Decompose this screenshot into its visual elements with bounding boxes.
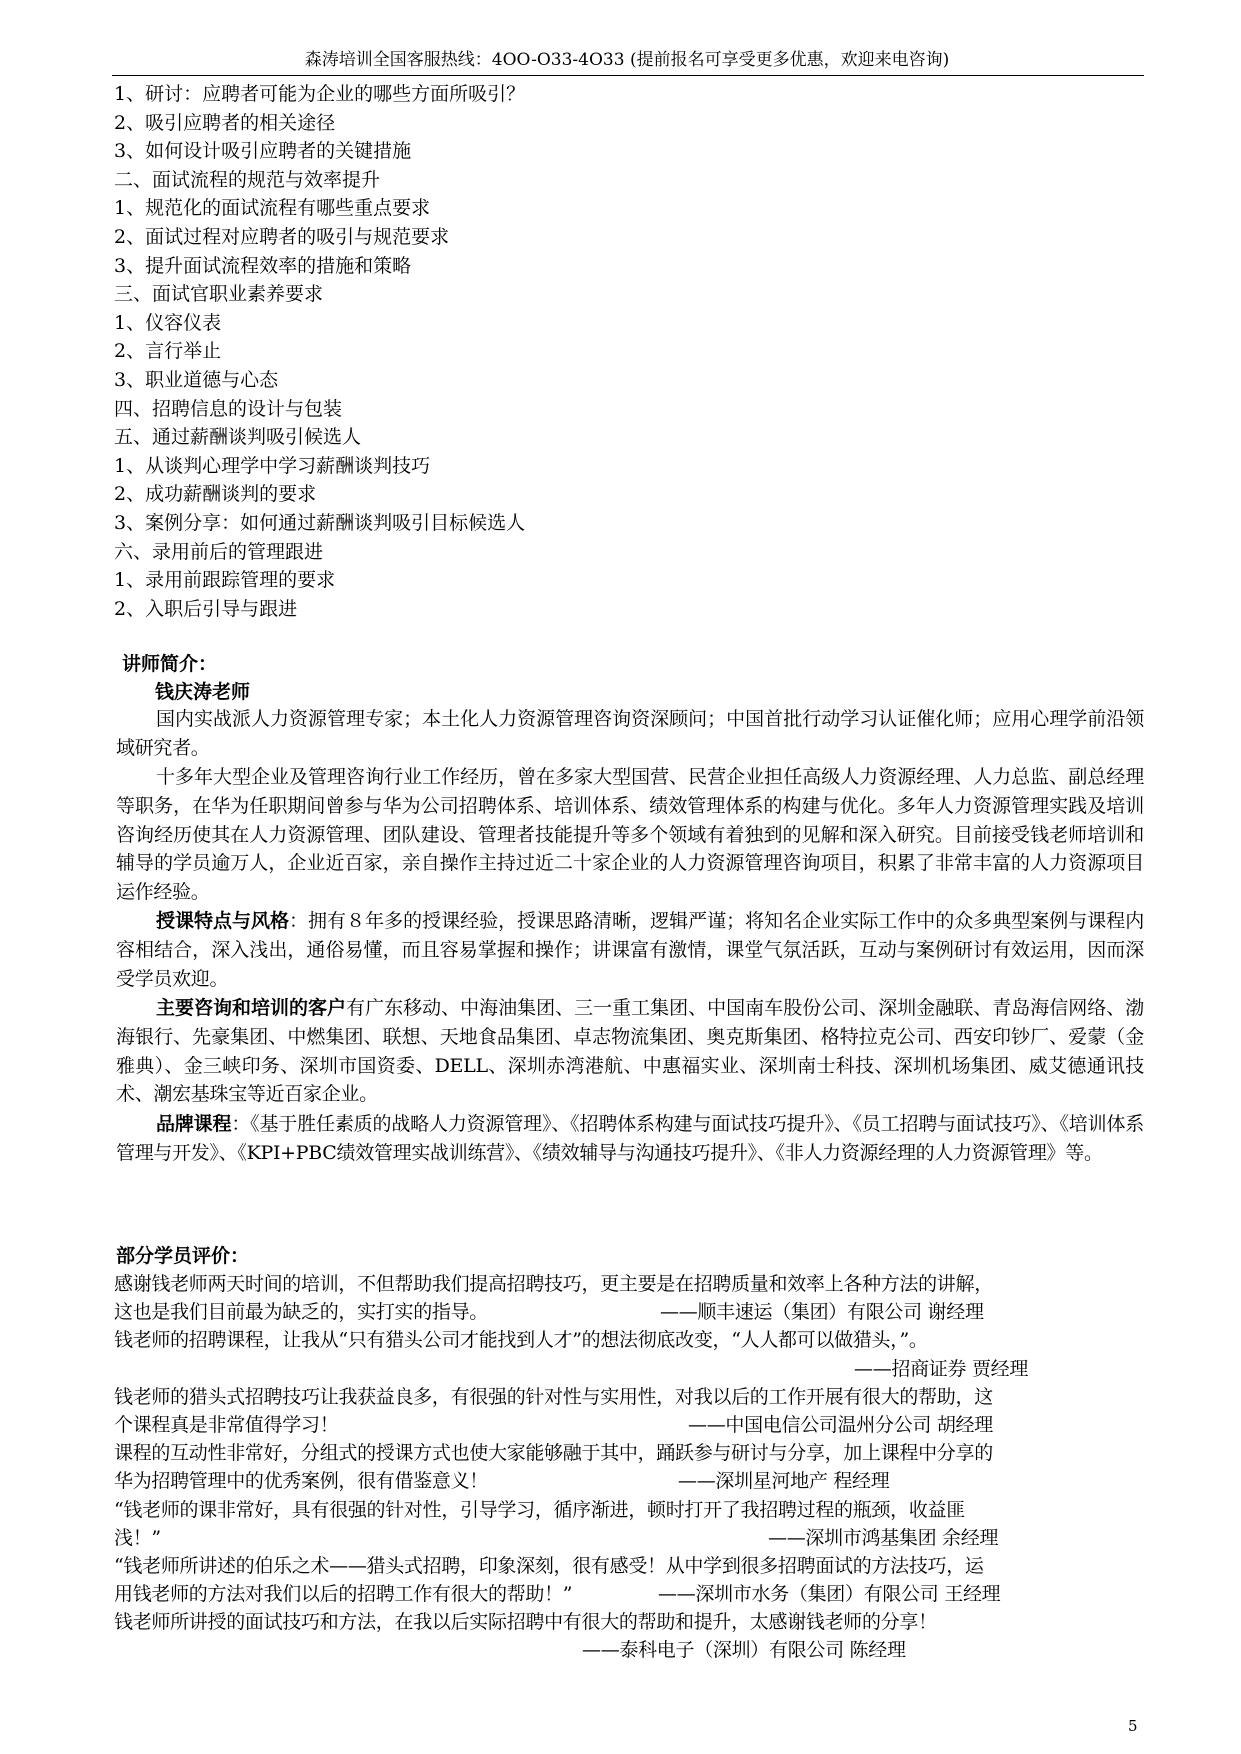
review-line: [114, 1355, 1144, 1383]
outline-item: 3、案例分享：如何通过薪酬谈判吸引目标候选人: [114, 511, 526, 534]
review-signature: ——泰科电子（深圳）有限公司 陈经理: [582, 1639, 906, 1662]
review-text: 感谢钱老师两天时间的培训，不但帮助我们提高招聘技巧，更主要是在招聘质量和效率上各种方法的讲解，: [114, 1273, 993, 1295]
outline-item: 3、如何设计吸引应聘者的关键措施: [114, 140, 412, 163]
review-signature: ——深圳市鸿基集团 余经理: [768, 1526, 999, 1549]
instructor-heading: 讲师简介：: [122, 653, 218, 675]
review-signature: ——中国电信公司温州分公司 胡经理: [688, 1413, 993, 1436]
review-signature: ——顺丰速运（集团）有限公司 谢经理: [660, 1301, 984, 1324]
review-line: [114, 1383, 1144, 1411]
review-line: [114, 1298, 1144, 1326]
review-text: “钱老师的课非常好，具有很强的针对性，引导学习，循序渐进，顿时打开了我招聘过程的瓶颈，收益匪: [114, 1498, 965, 1521]
instructor-name: 钱庆涛老师: [155, 681, 251, 703]
review-text: 钱老师的猎头式招聘技巧让我获益良多，有很强的针对性与实用性，对我以后的工作开展有很大的帮助，这: [114, 1385, 993, 1408]
outline-section-heading: 三、面试官职业素养要求: [114, 283, 324, 306]
outline-item: 1、仪容仪表: [114, 311, 222, 334]
review-line: [114, 1326, 1144, 1354]
outline-item: 2、面试过程对应聘者的吸引与规范要求: [114, 225, 450, 248]
outline-item: 1、规范化的面试流程有哪些重点要求: [114, 197, 431, 220]
courses-label: 品牌课程: [156, 1113, 232, 1135]
review-text: 华为招聘管理中的优秀案例，很有借鉴意义！: [114, 1470, 489, 1493]
page-number: 5: [1128, 1717, 1138, 1735]
outline-item: 1、从谈判心理学中学习薪酬谈判技巧: [114, 454, 431, 477]
review-line: [114, 1496, 1144, 1524]
outline-section-heading: 二、面试流程的规范与效率提升: [114, 168, 381, 191]
review-line: [114, 1439, 1144, 1467]
courses-paragraph: [116, 1110, 1144, 1168]
review-signature: ——深圳星河地产 程经理: [678, 1470, 890, 1493]
review-line: [114, 1270, 1144, 1298]
outline-section-heading: 六、录用前后的管理跟进: [114, 540, 324, 563]
student-reviews: [114, 1270, 1144, 1665]
review-line: [114, 1467, 1144, 1495]
review-text: 个课程真是非常值得学习！: [114, 1413, 339, 1436]
clients-paragraph: [116, 994, 1144, 1109]
instructor-bio-intro: 国内实战派人力资源管理专家；本土化人力资源管理咨询资深顾问；中国首批行动学习认证催化师；应用心理学前沿领域研究者。: [116, 708, 1144, 759]
review-text: 钱老师所讲授的面试技巧和方法，在我以后实际招聘中有很大的帮助和提升，太感谢钱老师的分享！: [114, 1611, 937, 1634]
review-text: 用钱老师的方法对我们以后的招聘工作有很大的帮助！”: [114, 1583, 573, 1606]
outline-section-heading: 四、招聘信息的设计与包装: [114, 397, 343, 420]
review-line: [114, 1608, 1144, 1636]
review-line: [114, 1636, 1144, 1664]
review-text: 浅！”: [114, 1526, 161, 1549]
clients-label: 主要咨询和培训的客户: [156, 997, 347, 1019]
outline-item: 2、言行举止: [114, 340, 222, 363]
outline-item: 2、成功薪酬谈判的要求: [114, 483, 317, 506]
header-divider: [112, 75, 1144, 76]
page-header: 森涛培训全国客服热线：4OO-O33-4O33 (提前报名可享受更多优惠，欢迎来电咨询): [304, 50, 950, 70]
teaching-style-label: 授课特点与风格: [156, 910, 290, 932]
outline-item: 1、录用前跟踪管理的要求: [114, 569, 336, 592]
instructor-bio-experience: 十多年大型企业及管理咨询行业工作经历，曾在多家大型国营、民营企业担任高级人力资源经理、人力总监、副总经理等职务，在华为任职期间曾参与华为公司招聘体系、培训体系、绩效管理体系的构建与优化。多年人力资源管理实践及培训咨询经历使其在人力资源管理、团队建设、管理者技能提升等多个领域有着独到的见解和深入研究。目前接受钱老师培训和辅导的学员逾万人，企业近百家，亲自操作主持过近二十家企业的人力资源管理咨询项目，积累了非常丰富的人力资源项目运作经验。: [116, 766, 1144, 904]
teaching-style-text: ：拥有８年多的授课经验，授课思路清晰，逻辑严谨；将知名企业实际工作中的众多典型案例与课程内容相结合，深入浅出，通俗易懂，而且容易掌握和操作；讲课富有激情，课堂气氛活跃，互动与案例研讨有效运用，因而深受学员欢迎。: [116, 910, 1144, 990]
review-line: [114, 1552, 1144, 1580]
courses-text: ：《基于胜任素质的战略人力资源管理》、《招聘体系构建与面试技巧提升》、《员工招聘与面试技巧》、《培训体系管理与开发》、《KPI+PBC绩效管理实战训练营》、《绩效辅导与沟通技巧提升》、《非人力资源经理的人力资源管理》等。: [116, 1113, 1144, 1164]
review-text: 钱老师的招聘课程，让我从“只有猎头公司才能找到人才”的想法彻底改变，“人人都可以做猎头，”。: [114, 1329, 928, 1352]
outline-item: 3、提升面试流程效率的措施和策略: [114, 254, 412, 277]
review-line: [114, 1411, 1144, 1439]
review-signature: ——深圳市水务（集团）有限公司 王经理: [658, 1583, 1001, 1606]
outline-item: 2、入职后引导与跟进: [114, 597, 298, 620]
outline-item: 3、职业道德与心态: [114, 368, 279, 391]
reviews-heading: 部分学员评价：: [116, 1245, 250, 1267]
review-text: 这也是我们目前最为缺乏的，实打实的指导。: [114, 1301, 489, 1324]
course-outline: [114, 80, 1134, 623]
clients-text: 有广东移动、中海油集团、三一重工集团、中国南车股份公司、深圳金融联、青岛海信网络、渤海银行、先豪集团、中燃集团、联想、天地食品集团、卓志物流集团、奥克斯集团、格特拉克公司、西安印钞厂、爱蒙（金雅典）、金三峡印务、深圳市国资委、DELL、深圳赤湾港航、中惠福实业、深圳南士科技、深圳机场集团、威艾德通讯技术、潮宏基珠宝等近百家企业。: [116, 997, 1144, 1106]
outline-item: 2、吸引应聘者的相关途径: [114, 111, 336, 134]
review-text: “钱老师所讲述的伯乐之术——猎头式招聘，印象深刻，很有感受！从中学到很多招聘面试的方法技巧，运: [114, 1554, 984, 1577]
teaching-style-paragraph: [116, 907, 1144, 993]
outline-section-heading: 五、通过薪酬谈判吸引候选人: [114, 426, 362, 449]
review-signature: ——招商证券 贾经理: [854, 1357, 1029, 1380]
outline-item: 1、研讨：应聘者可能为企业的哪些方面所吸引？: [114, 83, 526, 105]
review-line: [114, 1524, 1144, 1552]
review-text: 课程的互动性非常好，分组式的授课方式也使大家能够融于其中，踊跃参与研讨与分享，加上课程中分享的: [114, 1442, 993, 1465]
review-line: [114, 1580, 1144, 1608]
